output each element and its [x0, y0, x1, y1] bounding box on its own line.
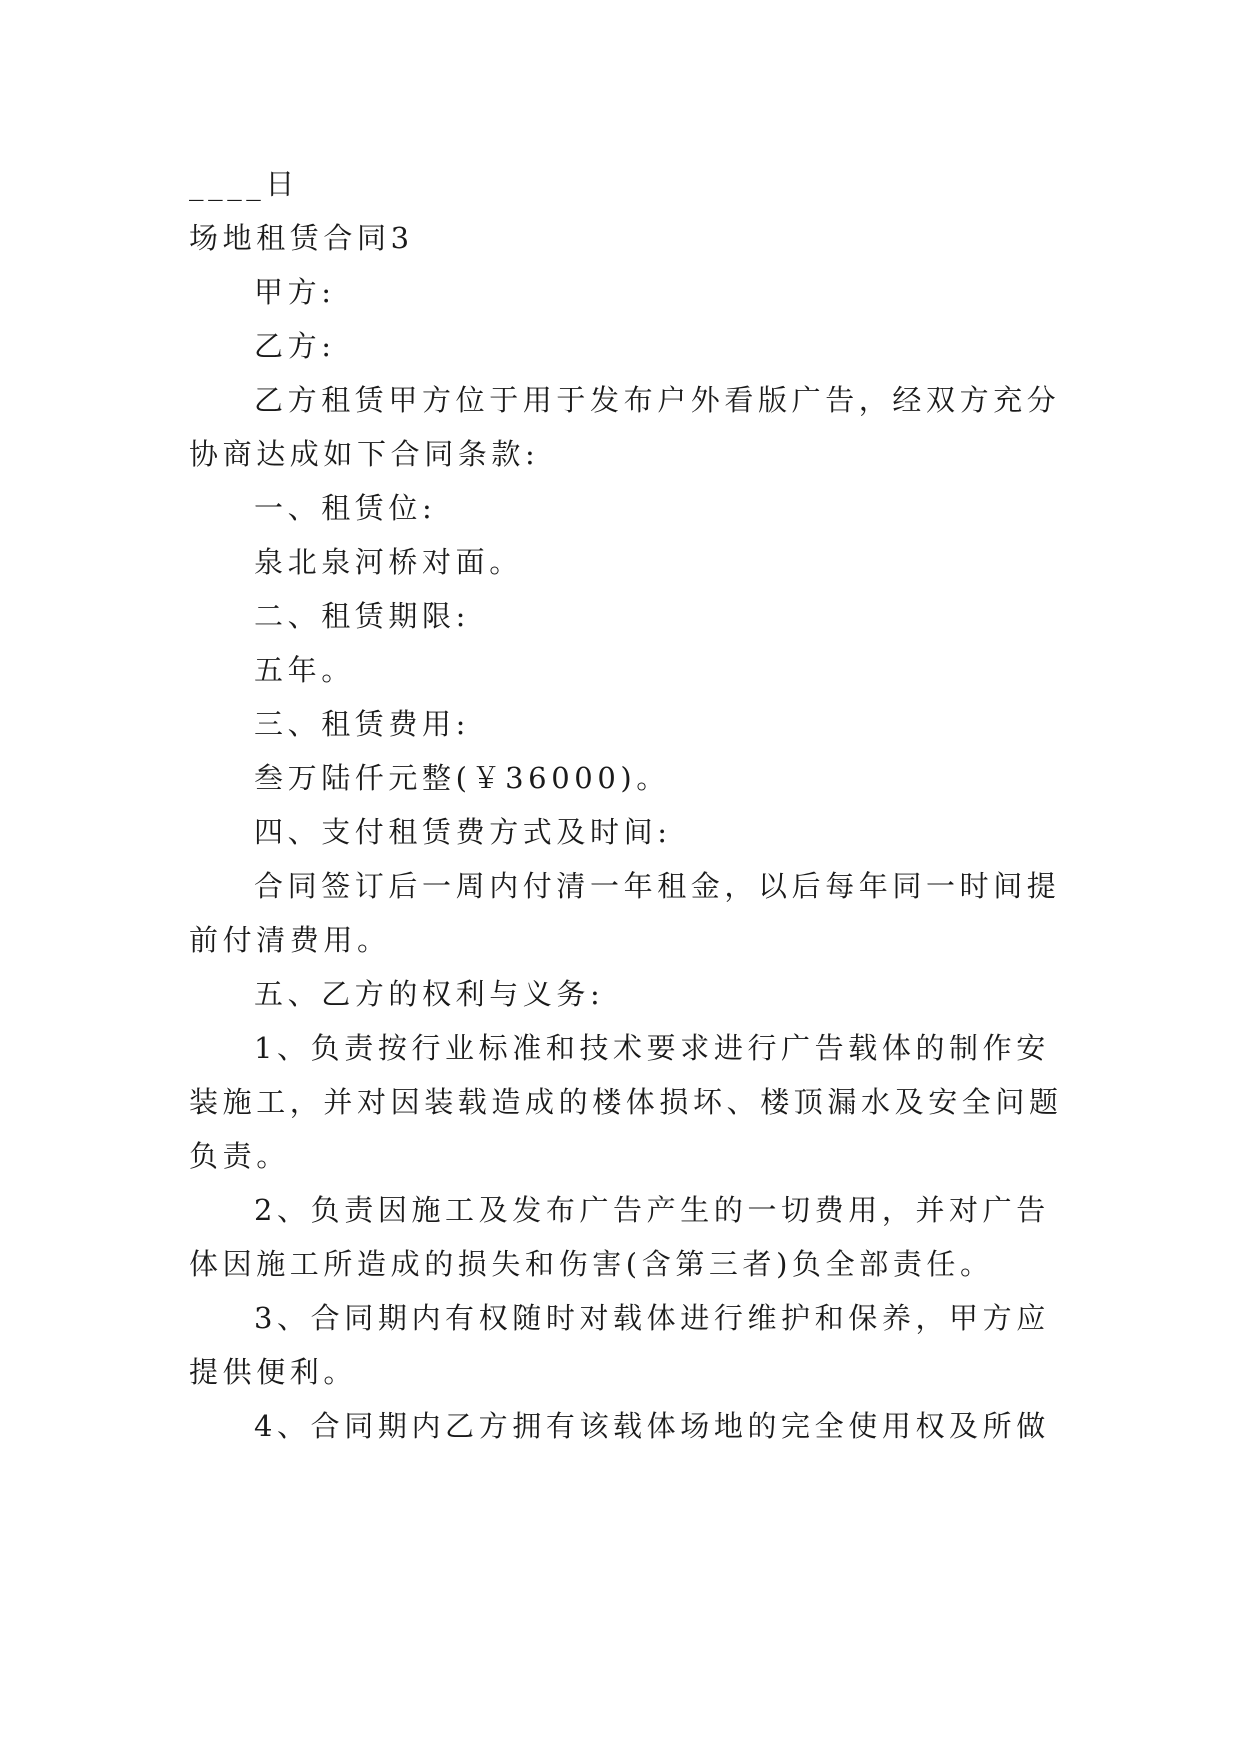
clause-1-line-3: 负责。 [189, 1139, 290, 1173]
section-1-heading: 一、租赁位: [254, 491, 437, 525]
intro-paragraph-line-2: 协商达成如下合同条款: [189, 437, 540, 471]
clause-2-line-2: 体因施工所造成的损失和伤害(含第三者)负全部责任。 [189, 1247, 994, 1281]
intro-paragraph-line-1: 乙方租赁甲方位于用于发布户外看版广告，经双方充分 [254, 383, 1061, 417]
section-5-heading: 五、乙方的权利与义务: [254, 977, 605, 1011]
section-4-heading: 四、支付租赁费方式及时间: [254, 815, 672, 849]
contract-title: 场地租赁合同3 [189, 221, 414, 255]
clause-1-line-1: 1、负责按行业标准和技术要求进行广告载体的制作安 [254, 1031, 1050, 1065]
date-day-line: ____日 [189, 167, 299, 201]
clause-3-line-2: 提供便利。 [189, 1355, 358, 1389]
section-2-content: 五年。 [254, 653, 355, 687]
section-3-heading: 三、租赁费用: [254, 707, 470, 741]
party-a-line: 甲方: [254, 275, 336, 309]
clause-2-line-1: 2、负责因施工及发布广告产生的一切费用，并对广告 [254, 1193, 1050, 1227]
section-1-content: 泉北泉河桥对面。 [254, 545, 523, 579]
section-4-content-line-2: 前付清费用。 [189, 923, 391, 957]
party-b-line: 乙方: [254, 329, 336, 363]
clause-1-line-2: 装施工，并对因装载造成的楼体损坏、楼顶漏水及安全问题 [189, 1085, 1063, 1119]
clause-3-line-1: 3、合同期内有权随时对载体进行维护和保养，甲方应 [254, 1301, 1050, 1335]
clause-4-line-1: 4、合同期内乙方拥有该载体场地的完全使用权及所做 [254, 1409, 1050, 1443]
section-4-content-line-1: 合同签订后一周内付清一年租金，以后每年同一时间提 [254, 869, 1061, 903]
section-3-content: 叁万陆仟元整(￥36000)。 [254, 761, 670, 795]
section-2-heading: 二、租赁期限: [254, 599, 470, 633]
